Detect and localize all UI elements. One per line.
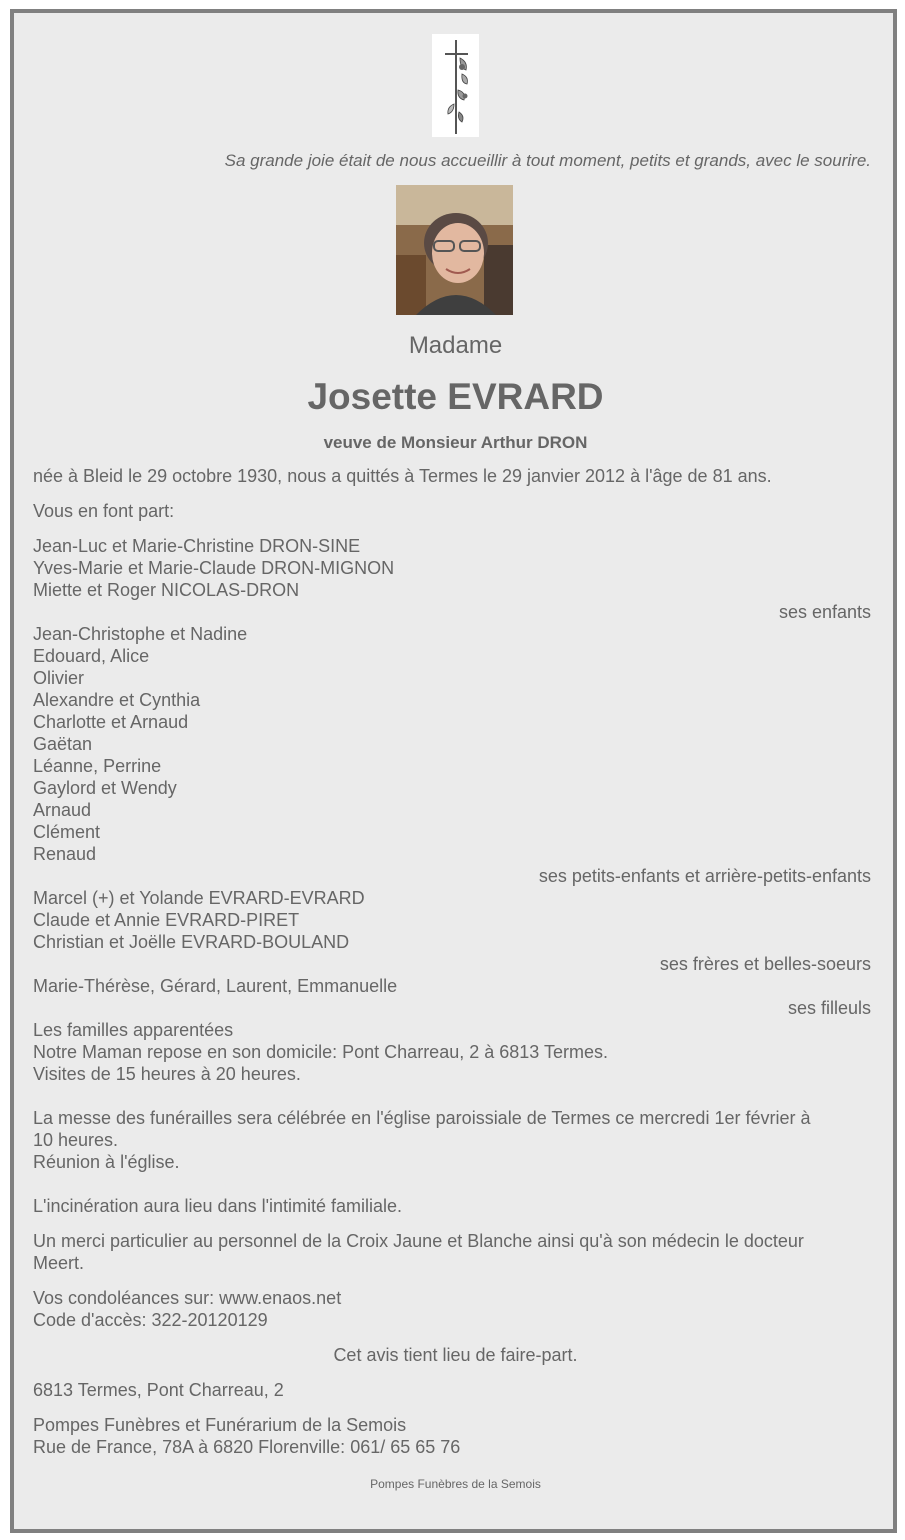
cross-with-flowers-image <box>432 34 479 137</box>
grandchildren-label: ses petits-enfants et arrière-petits-enfants <box>538 866 871 886</box>
list-item: Gaylord et Wendy <box>33 778 177 798</box>
funeral-mass-line-2: 10 heures. <box>33 1130 119 1150</box>
portrait-photo <box>396 185 513 315</box>
related-families: Les familles apparentées <box>33 1020 234 1040</box>
funeral-home-name: Pompes Funèbres et Funérarium de la Semois <box>33 1415 407 1435</box>
footer-credit: Pompes Funèbres de la Semois <box>370 1477 541 1491</box>
list-item: Claude et Annie EVRARD-PIRET <box>33 910 300 930</box>
funeral-home-address: Rue de France, 78A à 6820 Florenville: 061/ 65 65 76 <box>33 1437 461 1457</box>
godchildren-list: Marie-Thérèse, Gérard, Laurent, Emmanuelle <box>33 976 398 996</box>
children-label: ses enfants <box>778 602 871 622</box>
thanks-line-1: Un merci particulier au personnel de la Croix Jaune et Blanche ainsi qu'à son médecin le docteur <box>33 1231 804 1251</box>
list-item: Marcel (+) et Yolande EVRARD-EVRARD <box>33 888 365 908</box>
list-item: Yves-Marie et Marie-Claude DRON-MIGNON <box>33 558 395 578</box>
birth-death-line: née à Bleid le 29 octobre 1930, nous a quittés à Termes le 29 janvier 2012 à l'âge de 81 ans. <box>33 466 772 486</box>
widow-of: veuve de Monsieur Arthur DRON <box>323 433 588 452</box>
list-item: Alexandre et Cynthia <box>33 690 201 710</box>
notice-line: Cet avis tient lieu de faire-part. <box>333 1345 578 1365</box>
list-item: Jean-Luc et Marie-Christine DRON-SINE <box>33 536 361 556</box>
list-item: Miette et Roger NICOLAS-DRON <box>33 580 300 600</box>
list-item: Olivier <box>33 668 85 688</box>
siblings-label: ses frères et belles-soeurs <box>659 954 871 974</box>
announcement-intro: Vous en font part: <box>33 501 175 521</box>
list-item: Jean-Christophe et Nadine <box>33 624 248 644</box>
list-item: Arnaud <box>33 800 92 820</box>
cremation-note: L'incinération aura lieu dans l'intimité familiale. <box>33 1196 403 1216</box>
list-item: Clément <box>33 822 101 842</box>
grandchildren-list <box>33 623 871 865</box>
church-meeting: Réunion à l'église. <box>33 1152 180 1172</box>
list-item: Christian et Joëlle EVRARD-BOULAND <box>33 932 350 952</box>
cross-icon <box>432 34 479 137</box>
list-item: Gaëtan <box>33 734 93 754</box>
list-item: Charlotte et Arnaud <box>33 712 189 732</box>
siblings-list <box>33 887 871 953</box>
honorific: Madame <box>408 332 503 359</box>
children-list <box>33 535 871 601</box>
resting-place: Notre Maman repose en son domicile: Pont Charreau, 2 à 6813 Termes. <box>33 1042 608 1062</box>
list-item: Edouard, Alice <box>33 646 150 666</box>
funeral-mass-line-1: La messe des funérailles sera célébrée en l'église paroissiale de Termes ce mercredi 1er février à <box>33 1108 811 1128</box>
list-item: Renaud <box>33 844 97 864</box>
obituary-card <box>10 9 897 1533</box>
access-code: Code d'accès: 322-20120129 <box>33 1310 268 1330</box>
list-item: Léanne, Perrine <box>33 756 162 776</box>
home-address: 6813 Termes, Pont Charreau, 2 <box>33 1380 284 1400</box>
memorial-quote: Sa grande joie était de nous accueillir à tout moment, petits et grands, avec le sourire. <box>224 151 871 170</box>
thanks-line-2: Meert. <box>33 1253 85 1273</box>
godchildren-label: ses filleuls <box>787 998 871 1018</box>
deceased-name: Josette EVRARD <box>307 376 604 417</box>
visiting-hours: Visites de 15 heures à 20 heures. <box>33 1064 301 1084</box>
condolences-link[interactable]: Vos condoléances sur: www.enaos.net <box>33 1288 342 1308</box>
